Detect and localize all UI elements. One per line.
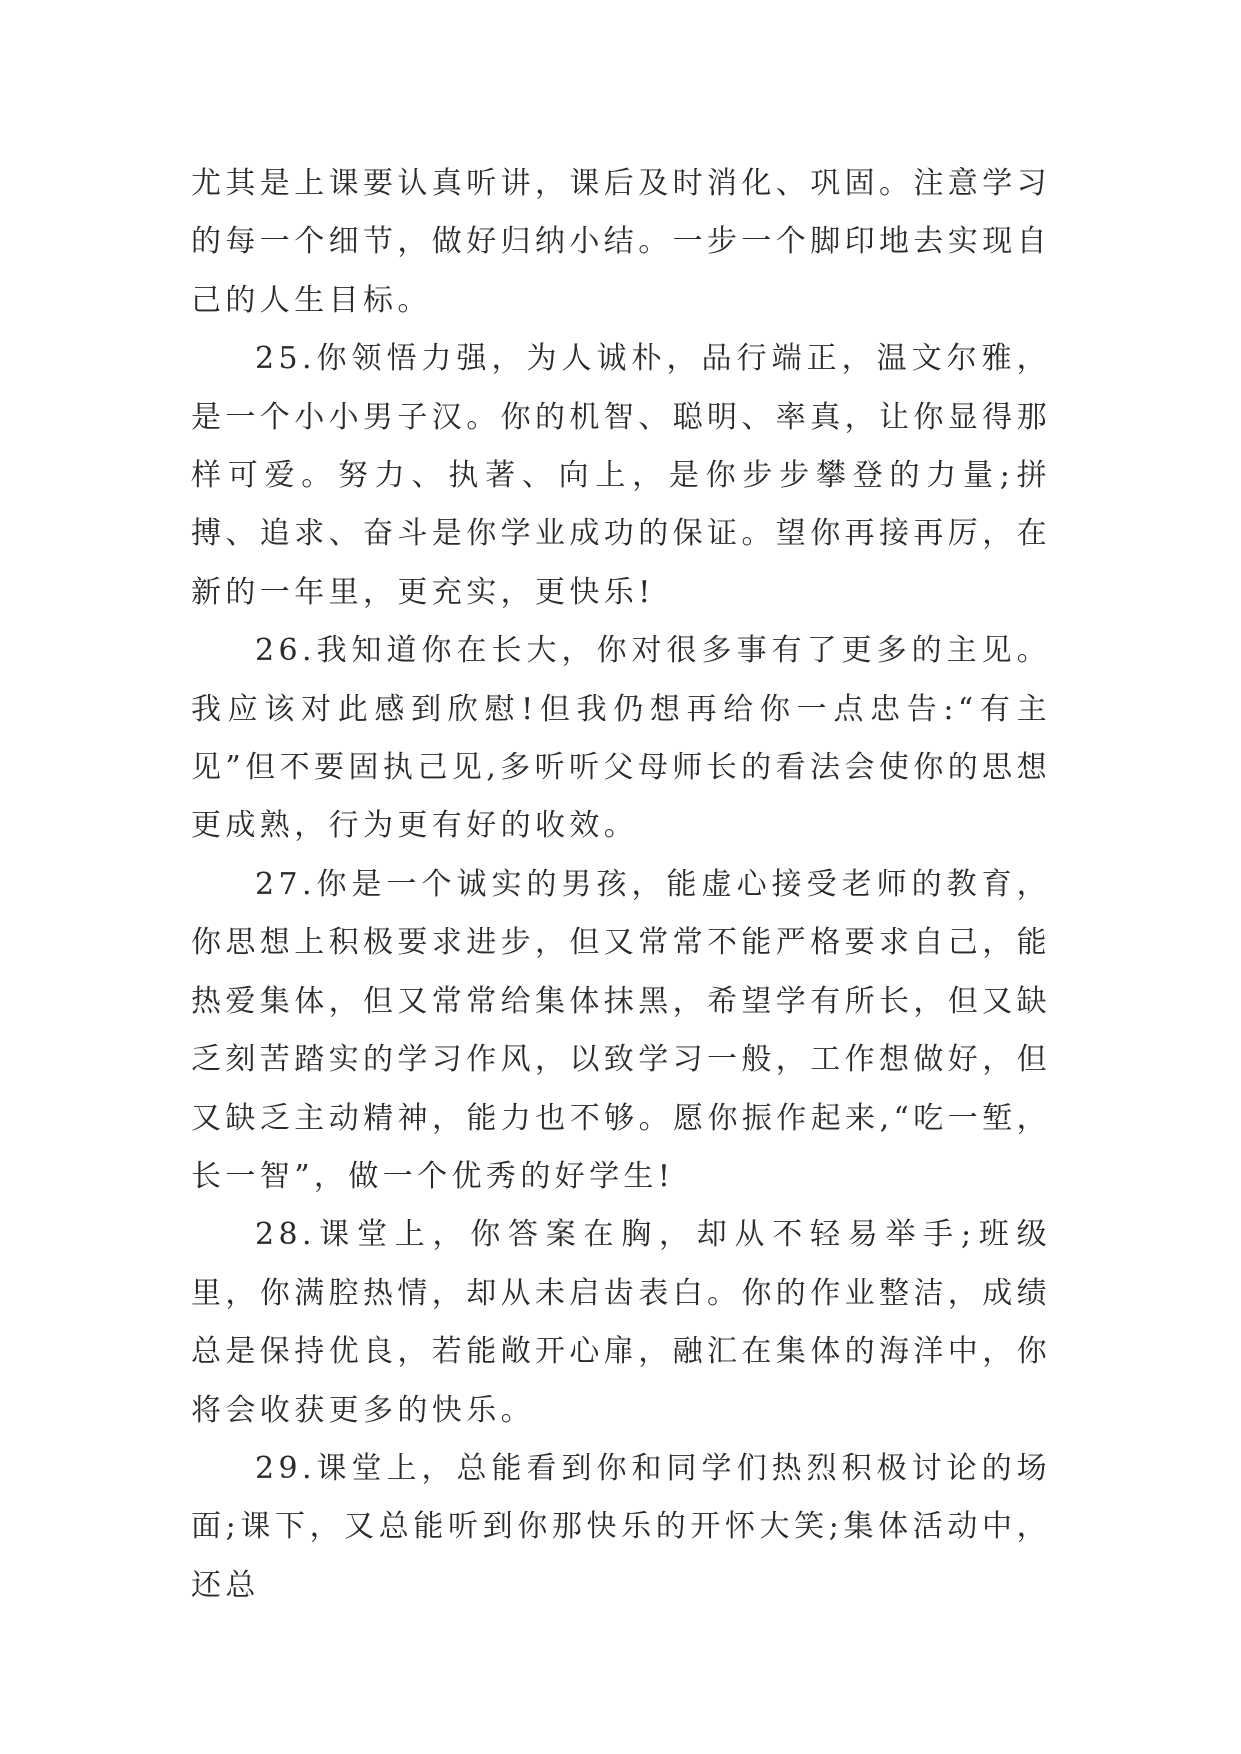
paragraph-item-25: 25.你领悟力强，为人诚朴，品行端正，温文尔雅，是一个小小男子汉。你的机智、聪明、率真，让你显得那样可爱。努力、执著、向上，是你步步攀登的力量;拼搏、追求、奋斗是你学业成功的保证。望你再接再厉，在新的一年里，更充实，更快乐! [191, 341, 1051, 610]
paragraph-item-28: 28.课堂上，你答案在胸，却从不轻易举手;班级里，你满腔热情，却从未启齿表白。你的作业整洁，成绩总是保持优良，若能敞开心扉，融汇在集体的海洋中，你将会收获更多的快乐。 [191, 1217, 1051, 1428]
paragraph-item-26: 26.我知道你在长大，你对很多事有了更多的主见。我应该对此感到欣慰!但我仍想再给你一点忠告:“有主见”但不要固执己见,多听听父母师长的看法会使你的思想更成熟，行为更有好的收效。 [191, 633, 1051, 844]
document-page [191, 155, 1051, 1615]
paragraph-item-29: 29.课堂上，总能看到你和同学们热烈积极讨论的场面;课下，又总能听到你那快乐的开怀大笑;集体活动中，还总 [191, 1450, 1051, 1603]
paragraph-item-27: 27.你是一个诚实的男孩，能虚心接受老师的教育，你思想上积极要求进步，但又常常不能严格要求自己，能热爱集体，但又常常给集体抹黑，希望学有所长，但又缺乏刻苦踏实的学习作风，以致学习一般，工作想做好，但又缺乏主动精神，能力也不够。愿你振作起来,“吃一堑，长一智”，做一个优秀的好学生! [191, 866, 1051, 1194]
paragraph-continuation: 尤其是上课要认真听讲，课后及时消化、巩固。注意学习的每一个细节，做好归纳小结。一步一个脚印地去实现自己的人生目标。 [191, 166, 1051, 318]
